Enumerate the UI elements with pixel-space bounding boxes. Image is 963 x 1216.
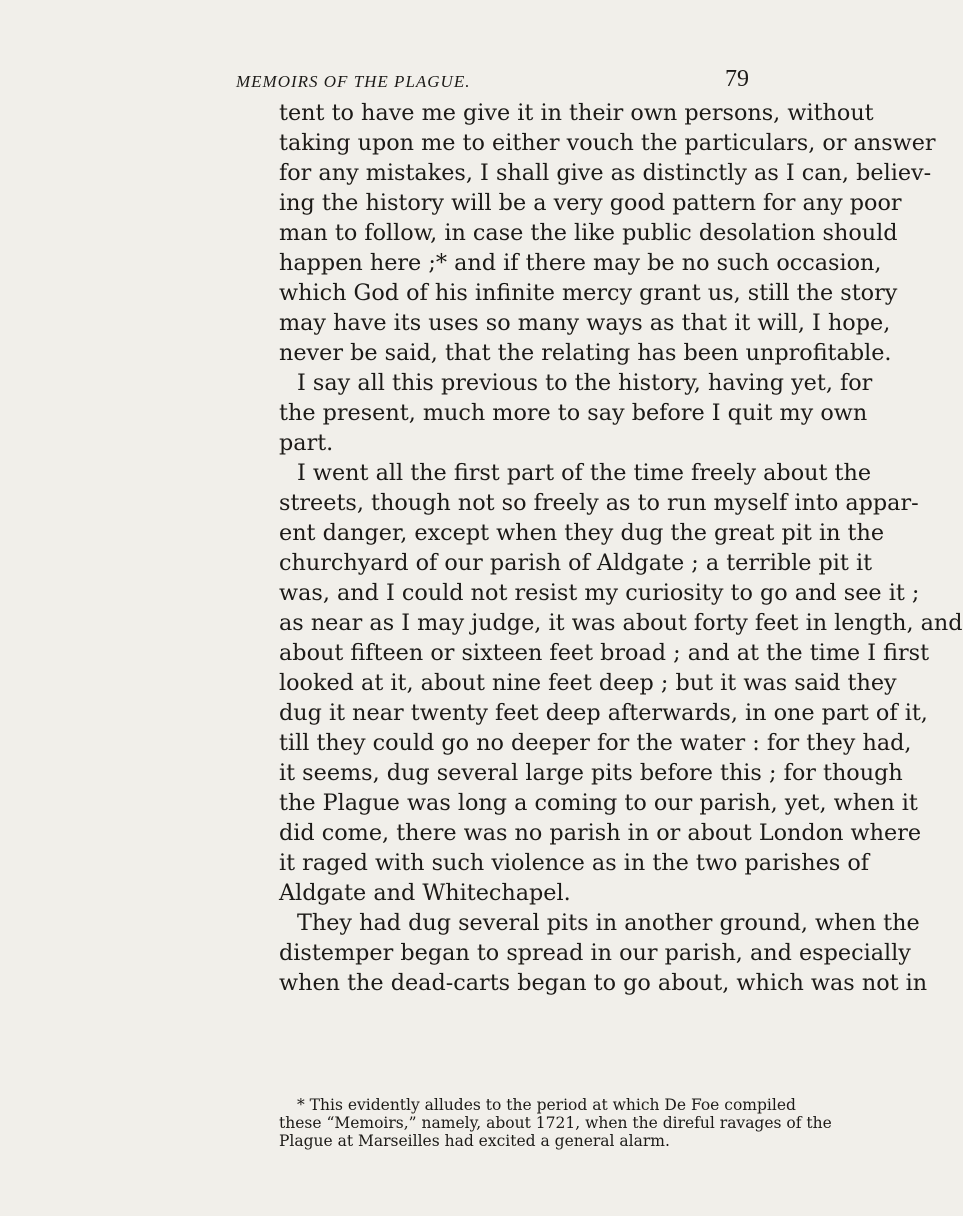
page-number: 79 xyxy=(725,66,749,92)
footnote-line: * This evidently alludes to the period at which De Foe compiled xyxy=(297,1096,796,1114)
text-line: as near as I may judge, it was about forty feet in length, and xyxy=(279,610,963,636)
paragraph-first-line: I say all this previous to the history, having yet, for xyxy=(297,370,873,396)
text-line: the Plague was long a coming to our parish, yet, when it xyxy=(279,790,918,816)
text-line: streets, though not so freely as to run myself into appar- xyxy=(279,490,919,516)
text-line: did come, there was no parish in or about London where xyxy=(279,820,922,846)
text-line: it seems, dug several large pits before this ; for though xyxy=(279,760,903,786)
text-line: ing the history will be a very good pattern for any poor xyxy=(279,190,902,216)
text-line: till they could go no deeper for the water : for they had, xyxy=(279,730,912,756)
text-line: man to follow, in case the like public desolation should xyxy=(279,220,898,246)
text-line: which God of his infinite mercy grant us, still the story xyxy=(279,280,898,306)
text-line: for any mistakes, I shall give as distinctly as I can, believ- xyxy=(279,160,932,186)
text-line: never be said, that the relating has been unprofitable. xyxy=(279,340,892,366)
footnote-line: Plague at Marseilles had excited a general alarm. xyxy=(279,1132,670,1150)
text-line: happen here ;* and if there may be no such occasion, xyxy=(279,250,882,276)
text-line: taking upon me to either vouch the particulars, or answer xyxy=(279,130,936,156)
text-line: looked at it, about nine feet deep ; but it was said they xyxy=(279,670,897,696)
running-title: MEMOIRS OF THE PLAGUE. xyxy=(236,72,471,91)
text-line: may have its uses so many ways as that it will, I hope, xyxy=(279,310,891,336)
paragraph-first-line: They had dug several pits in another ground, when the xyxy=(297,910,920,936)
text-line: the present, much more to say before I quit my own xyxy=(279,400,868,426)
text-line: tent to have me give it in their own persons, without xyxy=(279,100,874,126)
text-line: dug it near twenty feet deep afterwards, in one part of it, xyxy=(279,700,928,726)
text-line: churchyard of our parish of Aldgate ; a terrible pit it xyxy=(279,550,873,576)
text-line: ent danger, except when they dug the great pit in the xyxy=(279,520,885,546)
text-line: about fifteen or sixteen feet broad ; and at the time I first xyxy=(279,640,930,666)
text-line: distemper began to spread in our parish, and especially xyxy=(279,940,911,966)
text-line: Aldgate and Whitechapel. xyxy=(279,880,571,906)
text-line: it raged with such violence as in the two parishes of xyxy=(279,850,870,876)
text-line: part. xyxy=(279,430,334,456)
text-line: when the dead-carts began to go about, which was not in xyxy=(279,970,928,996)
paragraph-first-line: I went all the first part of the time freely about the xyxy=(297,460,872,486)
text-line: was, and I could not resist my curiosity to go and see it ; xyxy=(279,580,920,606)
footnote-line: these “Memoirs,” namely, about 1721, when the direful ravages of the xyxy=(279,1114,832,1132)
